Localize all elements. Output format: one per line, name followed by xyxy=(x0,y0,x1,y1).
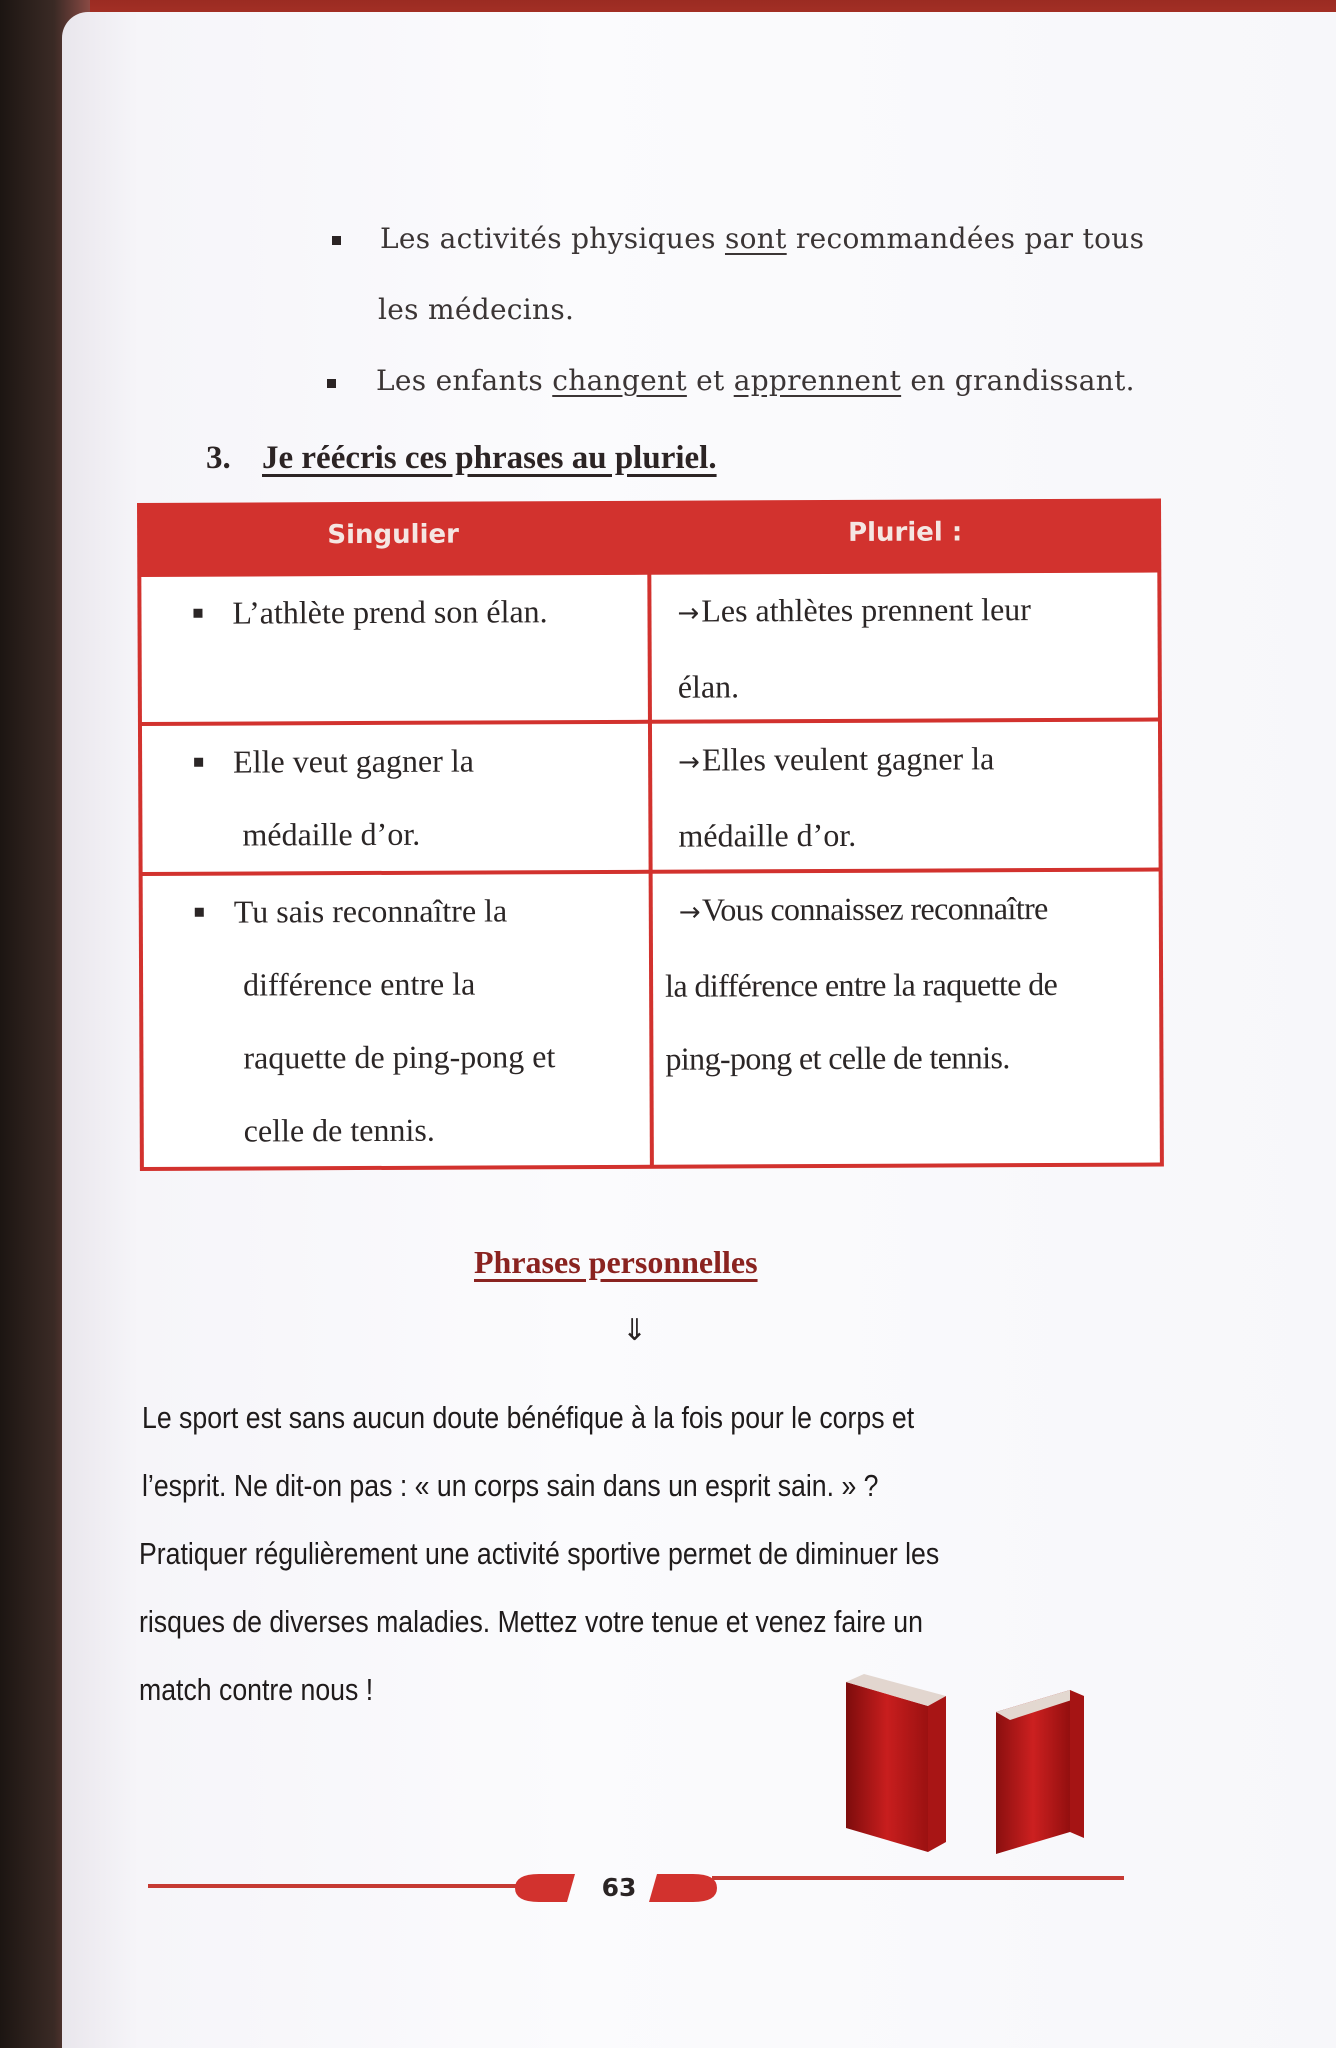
bullet-marker xyxy=(194,758,203,767)
plural-cell-3 xyxy=(653,872,1160,1165)
sentence-text: Les enfants xyxy=(376,364,553,397)
page-number: 63 xyxy=(601,1873,637,1902)
bullet-marker xyxy=(327,379,336,388)
footer-rule-right xyxy=(712,1876,1124,1880)
book-icon xyxy=(838,1672,958,1858)
badge-left-cap xyxy=(515,1874,575,1902)
cell-line: Vous connaissez reconnaître xyxy=(701,890,1048,928)
underlined-verb: sont xyxy=(724,222,787,255)
plural-table xyxy=(137,499,1164,1171)
underlined-verb: apprennent xyxy=(733,364,902,397)
cell-line: L’athlète prend son élan. xyxy=(232,593,548,631)
paragraph-line: match contre nous ! xyxy=(139,1672,374,1707)
paragraph-line: Le sport est sans aucun doute bénéfique à la fois pour le corps et xyxy=(142,1400,915,1435)
paragraph-line: l’esprit. Ne dit-on pas : « un corps sain dans un esprit sain. » ? xyxy=(142,1468,879,1503)
cell-line: médaille d’or. xyxy=(242,815,421,853)
bullet-sentence-1-continued: les médecins. xyxy=(378,293,575,326)
plural-cell-2 xyxy=(652,722,1159,870)
singular-cell-2 xyxy=(142,724,649,872)
book-cover xyxy=(846,1682,928,1852)
cell-line: élan. xyxy=(677,668,740,705)
exercise-number: 3. xyxy=(206,440,231,476)
arrow-icon: → xyxy=(677,598,700,629)
sentence-text: en grandissant. xyxy=(901,364,1135,397)
cell-line: Elles veulent gagner la xyxy=(701,740,995,778)
paragraph-line: Pratiquer régulièrement une activité sportive permet de diminuer les xyxy=(139,1536,940,1571)
cell-line: différence entre la xyxy=(243,965,476,1003)
header-singulier: Singulier xyxy=(327,519,459,551)
badge-right-cap xyxy=(649,1874,717,1902)
section-title: Phrases personnelles xyxy=(474,1244,758,1280)
cell-line: médaille d’or. xyxy=(678,816,857,854)
cell-line: raquette de ping-pong et xyxy=(243,1038,556,1076)
bullet-marker xyxy=(193,609,202,618)
sentence-text: et xyxy=(686,364,734,397)
cell-line: celle de tennis. xyxy=(243,1111,435,1149)
book-spine xyxy=(1070,1690,1084,1838)
down-arrow-icon: ⇓ xyxy=(622,1313,648,1348)
plural-cell-1 xyxy=(651,573,1158,720)
arrow-icon: → xyxy=(678,747,701,778)
bullet-sentence-1 xyxy=(380,222,1144,255)
cell-line: la différence entre la raquette de xyxy=(665,965,1058,1004)
cell-line: Elle veut gagner la xyxy=(233,742,474,780)
cell-line: Tu sais reconnaître la xyxy=(233,892,508,930)
book-spine xyxy=(928,1696,946,1852)
book-icon xyxy=(990,1682,1090,1860)
sentence-text: recommandées par tous xyxy=(786,222,1145,255)
arrow-icon: → xyxy=(678,897,701,928)
underlined-verb: changent xyxy=(552,364,687,397)
header-pluriel: Pluriel : xyxy=(847,517,963,548)
cell-line: ping-pong et celle de tennis. xyxy=(665,1039,1010,1077)
singular-cell-3 xyxy=(143,874,650,1167)
footer-rule-left xyxy=(148,1884,520,1888)
sentence-text: Les activités physiques xyxy=(380,222,725,255)
bullet-sentence-2 xyxy=(376,364,1135,397)
table-header xyxy=(137,499,1161,577)
cell-line: Les athlètes prennent leur xyxy=(701,591,1031,629)
paragraph-line: risques de diverses maladies. Mettez votre tenue et venez faire un xyxy=(139,1604,923,1639)
bullet-marker xyxy=(332,236,341,245)
exercise-title: Je réécris ces phrases au pluriel. xyxy=(262,440,717,476)
bullet-marker xyxy=(195,908,204,917)
singular-cell-1 xyxy=(141,575,648,722)
